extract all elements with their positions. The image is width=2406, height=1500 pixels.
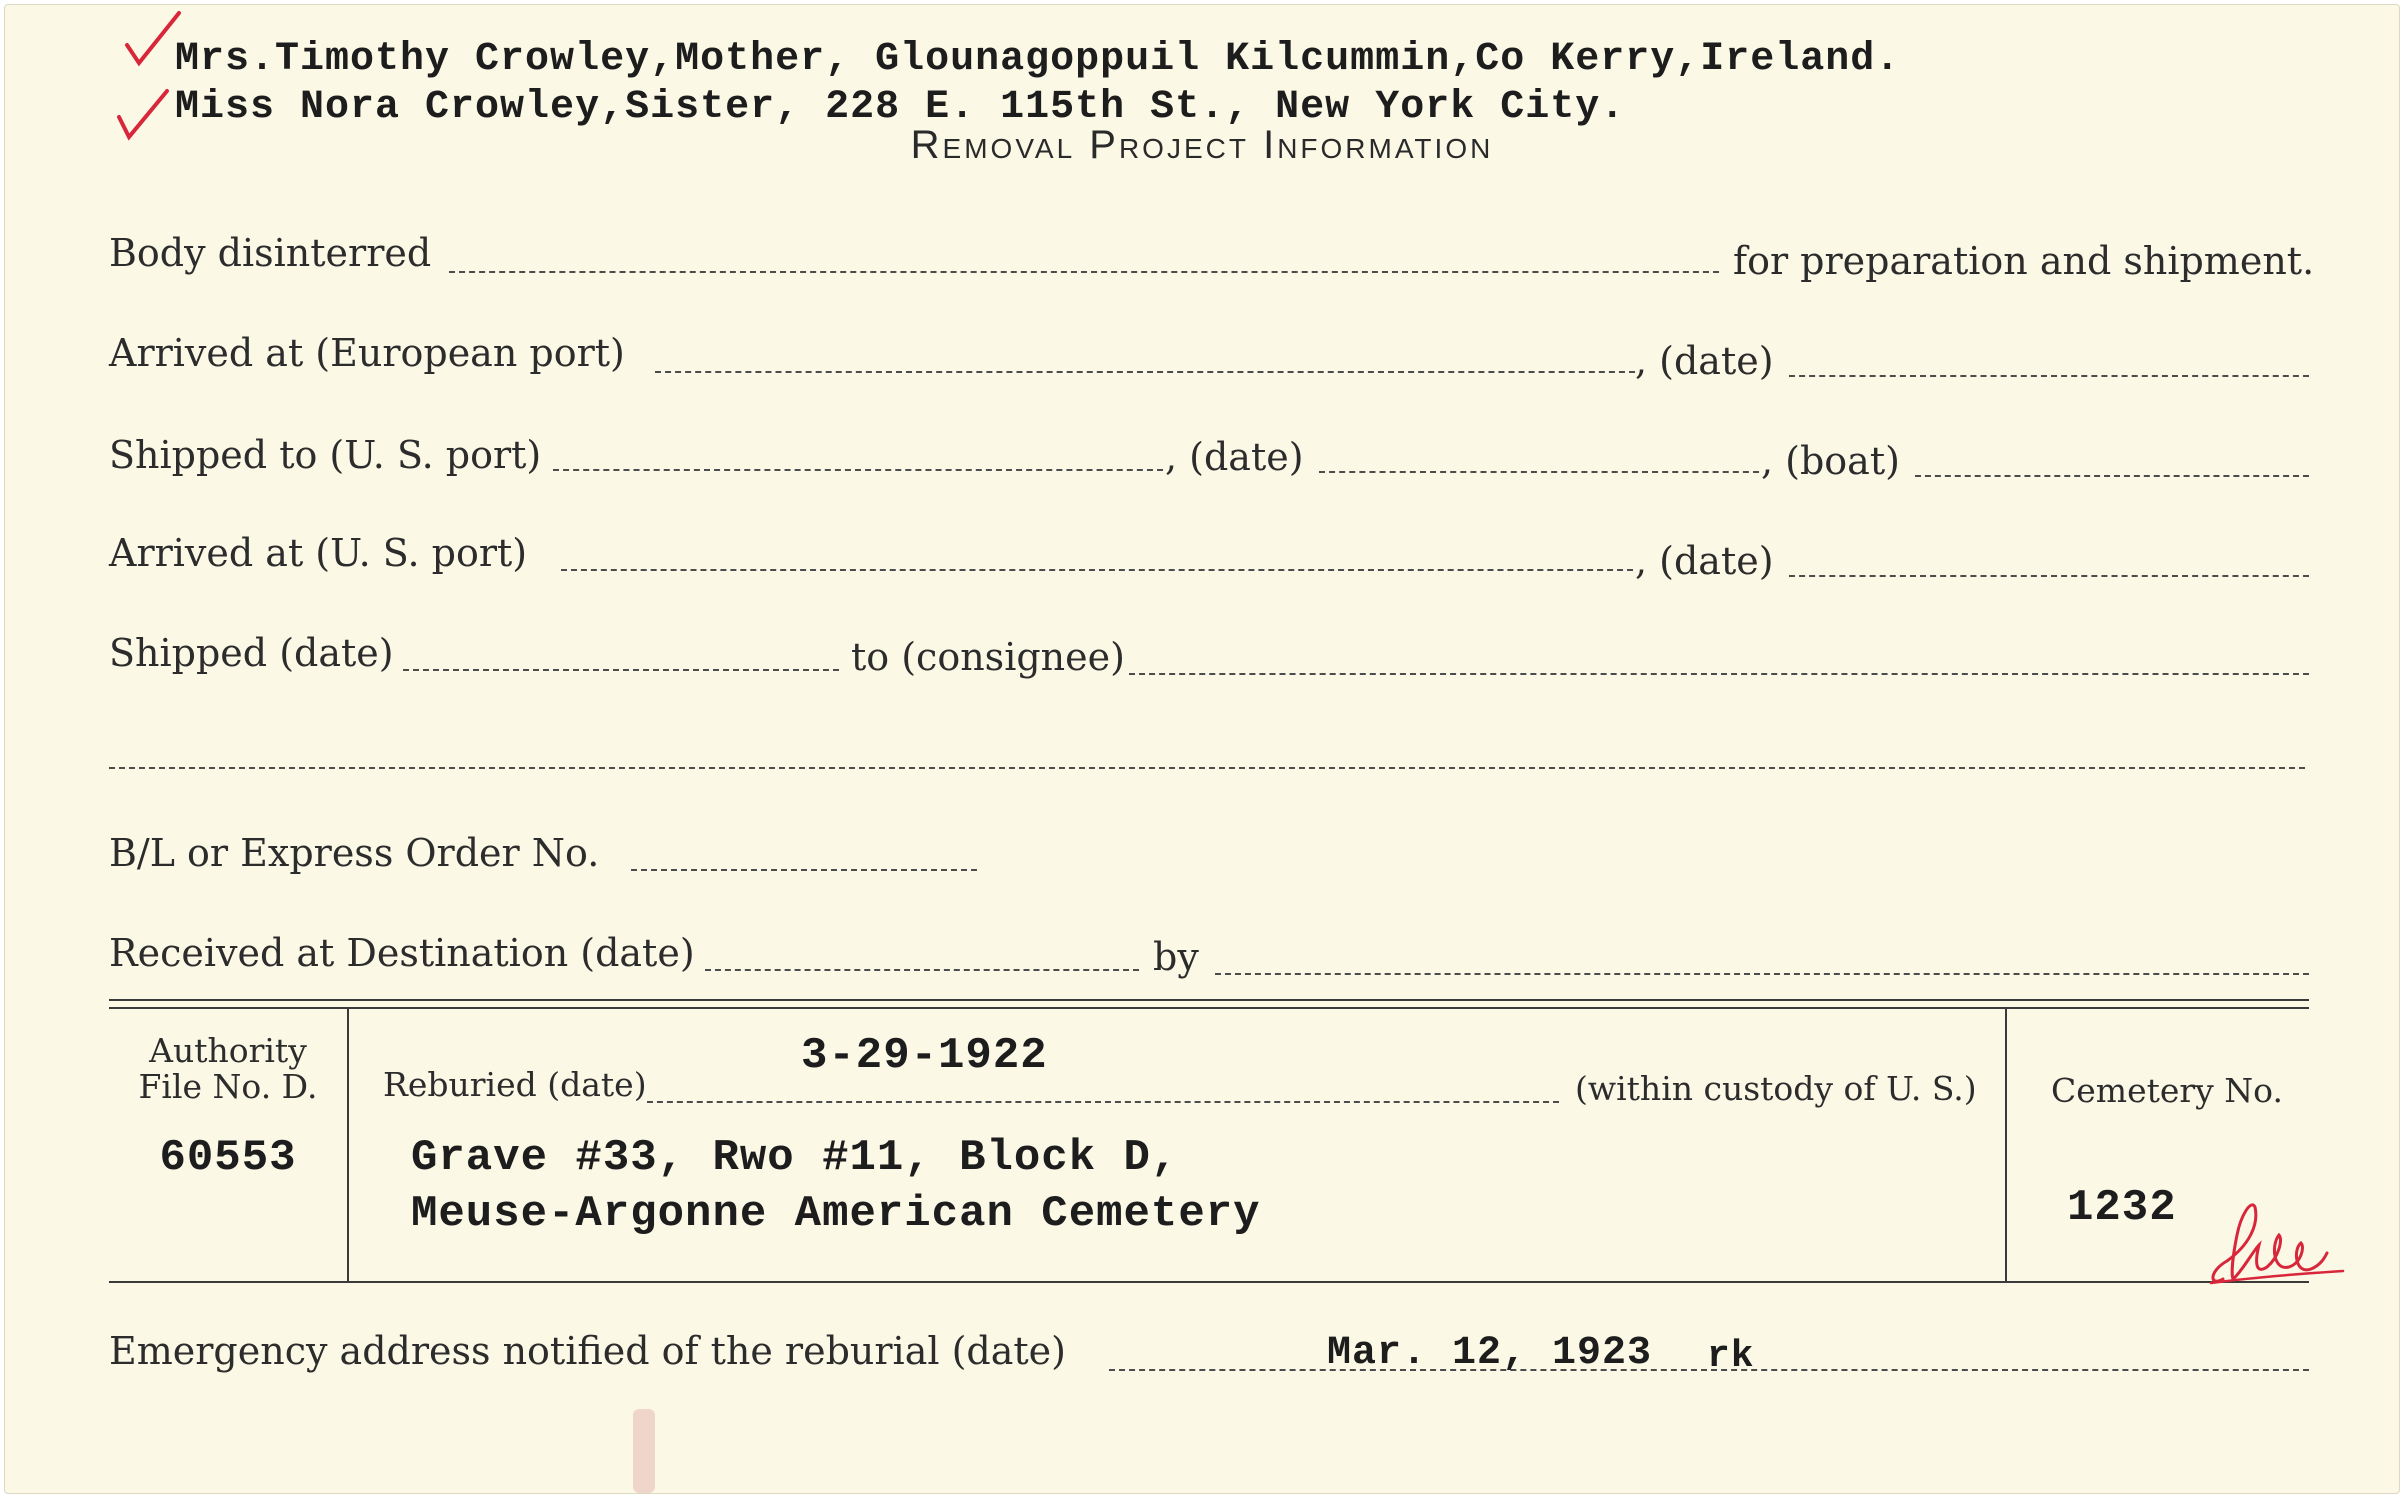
arrived-european-label: Arrived at (European port) <box>109 331 625 375</box>
us-arrival-port-line[interactable] <box>561 569 1633 571</box>
consignee-continuation-line[interactable] <box>109 767 2305 769</box>
next-of-kin-mother: Mrs.Timothy Crowley,Mother, Glounagoppuil Kilcummin,Co Kerry,Ireland. <box>175 37 1901 82</box>
check-mark-icon <box>123 11 183 71</box>
date-label: , (date) <box>1635 339 1774 383</box>
grave-location-line: Grave #33, Rwo #11, Block D, <box>411 1133 1179 1183</box>
bl-order-line[interactable] <box>631 869 977 871</box>
removal-card <box>4 4 2400 1494</box>
boat-line[interactable] <box>1915 475 2309 477</box>
reburied-label: Reburied (date) <box>383 1065 647 1104</box>
cemetery-number-label: Cemetery No. <box>2051 1071 2283 1110</box>
cemetery-number: 1232 <box>2067 1183 2177 1233</box>
boat-label: , (boat) <box>1761 439 1900 483</box>
date-label: , (date) <box>1165 435 1304 479</box>
box-divider <box>2005 1009 2007 1281</box>
date-label: , (date) <box>1635 539 1774 583</box>
red-initials-signature <box>2201 1195 2351 1295</box>
box-bottom-rule <box>109 1281 2309 1283</box>
reburied-date: 3-29-1922 <box>801 1031 1048 1081</box>
shipped-date-line[interactable] <box>403 669 839 671</box>
preparation-label: for preparation and shipment. <box>1733 239 2315 283</box>
received-by-line[interactable] <box>1215 973 2309 975</box>
authority-file-number: 60553 <box>159 1133 297 1183</box>
body-disinterred-label: Body disinterred <box>109 231 432 275</box>
box-top-rule <box>109 1007 2309 1009</box>
next-of-kin-sister: Miss Nora Crowley,Sister, 228 E. 115th St., New York City. <box>175 85 1626 130</box>
us-arrival-date-line[interactable] <box>1789 575 2309 577</box>
shipped-date-label: Shipped (date) <box>109 631 394 675</box>
reburied-date-line[interactable] <box>647 1101 1559 1103</box>
authority-label <box>109 1033 347 1105</box>
custody-label: (within custody of U. S.) <box>1575 1069 1977 1108</box>
arrived-us-label: Arrived at (U. S. port) <box>109 531 528 575</box>
paper-stain <box>633 1409 655 1493</box>
ship-date-line[interactable] <box>1319 471 1759 473</box>
european-date-line[interactable] <box>1789 375 2309 377</box>
card-title: Removal Project Information <box>910 123 1494 167</box>
received-destination-label: Received at Destination (date) <box>109 931 695 975</box>
body-disinterred-line[interactable] <box>449 271 1719 273</box>
european-port-line[interactable] <box>655 371 1635 373</box>
box-top-rule <box>109 999 2309 1001</box>
cemetery-name-line: Meuse-Argonne American Cemetery <box>411 1189 1261 1239</box>
received-date-line[interactable] <box>705 969 1139 971</box>
consignee-label: to (consignee) <box>851 635 1125 679</box>
authority-label-line: File No. D. <box>138 1067 318 1106</box>
shipped-to-us-label: Shipped to (U. S. port) <box>109 433 542 477</box>
emergency-date: Mar. 12, 1923 <box>1327 1331 1653 1376</box>
emergency-address-label: Emergency address notified of the reburial (date) <box>109 1329 1066 1373</box>
consignee-line[interactable] <box>1129 673 2309 675</box>
us-port-line[interactable] <box>553 469 1163 471</box>
bl-order-label: B/L or Express Order No. <box>109 831 600 875</box>
box-divider <box>347 1009 349 1281</box>
by-label: by <box>1153 935 1199 979</box>
authority-label-line: Authority <box>149 1031 307 1070</box>
clerk-initials: rk <box>1707 1335 1755 1378</box>
